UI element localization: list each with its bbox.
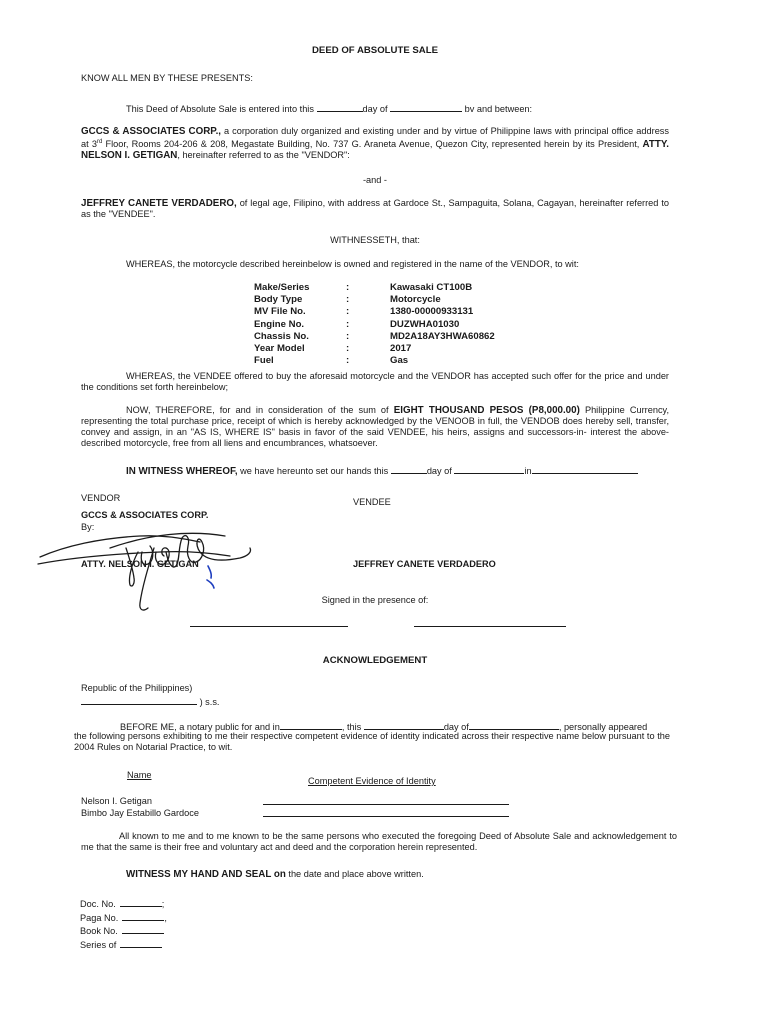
- spec-value: Motorcycle: [390, 294, 441, 306]
- spec-value: DUZWHA01030: [390, 318, 460, 330]
- vendee-label: VENDEE: [353, 497, 391, 507]
- spec-label: Chassis No.: [254, 330, 309, 342]
- spec-label: Year Model: [254, 342, 305, 354]
- witness-hand-seal: WITNESS MY HAND AND SEAL on: [126, 869, 286, 880]
- notary-month-blank: [469, 720, 559, 730]
- column-evidence-header: Competent Evidence of Identity: [308, 776, 436, 786]
- spec-colon: :: [346, 355, 350, 367]
- notary-register-punct: ;: [161, 899, 165, 909]
- spec-row: [254, 294, 510, 306]
- purchase-amount: EIGHT THOUSAND PESOS (P8,000.00): [393, 405, 580, 416]
- document-title: DEED OF ABSOLUTE SALE: [312, 45, 438, 56]
- spec-label: Engine No.: [254, 318, 305, 330]
- evidence-line-2: [263, 816, 509, 817]
- consideration-text-2: Philippine Currency, representing the total purchase price, receipt of which is hereby acknowledged by the VENOOB in full, the VENDOB does hereby sell, transfer, convey and assign, in an "AS IS, WHERE IS" basis in favor of the said VENDEE, his heirs, assigns and successors-in- interest the above-described motorcycle, free from all liens and encumbrances, whatsoever.: [81, 405, 670, 448]
- vendee-signatory: JEFFREY CANETE VERDADERO: [353, 559, 496, 569]
- ordinal-suffix: rd: [96, 139, 103, 145]
- and-separator: -and -: [362, 175, 387, 185]
- notary-register-label: Series of: [80, 939, 117, 950]
- spec-label: MV File No.: [254, 306, 306, 318]
- witness-text-2: day of: [426, 466, 452, 476]
- notary-register-row: [80, 911, 167, 925]
- witness-signature-line-1: [190, 626, 348, 627]
- witness-text-3: in: [524, 466, 532, 476]
- consideration-text-1: NOW, THEREFORE, for and in consideration of the sum of: [126, 405, 394, 415]
- republic-line: Republic of the Philippines): [81, 683, 193, 693]
- notary-register-blank: [122, 911, 164, 921]
- spec-value: Kawasaki CT100B: [390, 282, 473, 293]
- ss-text: ) s.s.: [199, 697, 220, 707]
- spec-label: Body Type: [254, 294, 303, 306]
- spec-value: Gas: [390, 355, 409, 367]
- intro-text-2: day of: [362, 104, 388, 114]
- spec-value: 1380-00000933131: [390, 306, 474, 318]
- person-name-2: Bimbo Jay Estabillo Gardoce: [81, 808, 199, 818]
- vendor-party-text-3: , hereinafter referred to as the "VENDOR":: [177, 150, 350, 161]
- notary-register-blank: [120, 897, 162, 907]
- vendor-corp-name: GCCS & ASSOCIATES CORP.: [81, 510, 209, 520]
- spec-colon: :: [346, 318, 350, 330]
- spec-row: [254, 306, 510, 318]
- spec-colon: :: [346, 306, 350, 318]
- spec-colon: :: [346, 330, 350, 342]
- notary-register-row: [80, 897, 167, 911]
- witness-place-blank: [532, 464, 638, 474]
- notary-register-row: [80, 924, 167, 938]
- notary-register-row: [80, 938, 167, 952]
- vendor-party-text-2: Floor, Rooms 204-206 & 208, Megastate Building, No. 737 G. Araneta Avenue, Quezon City, represented herein by its President,: [102, 139, 643, 150]
- acknowledgement-title: ACKNOWLEDGEMENT: [322, 655, 428, 666]
- witness-hand-seal-line: [126, 869, 424, 880]
- spec-row: [254, 331, 510, 343]
- now-therefore-paragraph: [81, 405, 669, 449]
- notary-register-blank: [120, 938, 162, 948]
- vendee-party-paragraph: [81, 198, 669, 220]
- whereas-owned: WHEREAS, the motorcycle described hereinbelow is owned and registered in the name of the VENDOR, to wit:: [126, 259, 579, 269]
- intro-text-3: bv and between:: [464, 104, 533, 114]
- witness-text-1: we have hereunto set our hands this: [237, 466, 389, 476]
- spec-row: [254, 282, 510, 294]
- witness-month-blank: [454, 464, 524, 474]
- vendor-party-paragraph: [81, 126, 669, 161]
- person-name-1: Nelson I. Getigan: [81, 796, 152, 806]
- witness-date-blank: [391, 464, 427, 474]
- all-known-paragraph: All known to me and to me known to be the same persons who executed the foregoing Deed of Absolute Sale and acknowledgement to me that the same is their free and voluntary act and deed and the corporation herein represented.: [81, 831, 677, 852]
- venue-blank: [81, 695, 197, 705]
- spec-colon: :: [346, 342, 350, 354]
- in-witness-line: [126, 464, 638, 477]
- before-text-2: , this: [341, 722, 362, 732]
- notary-register-blank: [122, 924, 164, 934]
- vendee-party-name: JEFFREY CANETE VERDADERO,: [81, 198, 237, 209]
- vendor-label: VENDOR: [81, 493, 121, 503]
- spec-colon: :: [346, 294, 350, 306]
- notary-register: [80, 897, 167, 951]
- spec-row: [254, 319, 510, 331]
- notary-place-blank: [280, 720, 342, 730]
- before-text-4: , personally appeared: [558, 722, 648, 732]
- evidence-line-1: [263, 804, 509, 805]
- motorcycle-specs-table: [254, 282, 510, 367]
- vendor-president: ATTY. NELSON I. GETIGAN: [81, 139, 669, 162]
- witnesseth-heading: WITHNESSETH, that:: [330, 235, 420, 245]
- before-text-3: day of: [443, 722, 469, 732]
- spec-row: [254, 355, 510, 367]
- notary-date-blank: [364, 720, 444, 730]
- notary-register-label: Book No.: [80, 926, 118, 936]
- ss-line: [81, 695, 219, 707]
- intro-text-1: This Deed of Absolute Sale is entered into this: [126, 104, 314, 114]
- before-text-1: BEFORE ME, a notary public for and in: [120, 722, 280, 732]
- witness-hand-seal-text: the date and place above written.: [285, 869, 424, 879]
- notary-register-punct: ,: [164, 912, 167, 923]
- notary-register-label: Doc. No.: [80, 899, 116, 909]
- spec-value: 2017: [390, 342, 412, 354]
- spec-colon: :: [346, 282, 350, 293]
- signed-presence-label: Signed in the presence of:: [321, 595, 429, 605]
- spec-value: MD2A18AY3HWA60862: [390, 330, 495, 342]
- in-witness-whereof: IN WITNESS WHEREOF,: [126, 466, 238, 477]
- before-me-continuation: the following persons exhibiting to me their respective competent evidence of identity indicated across their respective name below pursuant to the 2004 Rules on Notarial Practice, to wit.: [74, 731, 670, 752]
- notary-register-label: Paga No.: [80, 912, 119, 923]
- by-label: By:: [81, 522, 95, 532]
- vendor-party-text-1: a corporation duly organized and existing under and by virtue of Philippine laws with principal office address at 3: [81, 126, 669, 150]
- spec-label: Fuel: [254, 355, 274, 367]
- intro-line: [126, 102, 532, 114]
- witness-signature-line-2: [414, 626, 566, 627]
- whereas-offer: WHEREAS, the VENDEE offered to buy the aforesaid motorcycle and the VENDOR has accepted such offer for the price and under the conditions set forth hereinbelow;: [81, 371, 669, 392]
- vendor-party-name: GCCS & ASSOCIATES CORP.,: [81, 126, 222, 137]
- vendor-signatory: ATTY. NELSON I. GETIGAN: [81, 559, 199, 569]
- vendee-party-text: of legal age, Filipino, with address at Gardoce St., Sampaguita, Solana, Cagayan, hereinafter referred to as the "VENDEE".: [81, 198, 669, 219]
- spec-label: Make/Series: [254, 282, 310, 293]
- know-all-heading: KNOW ALL MEN BY THESE PRESENTS:: [81, 73, 253, 83]
- date-blank: [317, 102, 363, 112]
- month-blank: [390, 102, 462, 112]
- column-name-header: Name: [127, 770, 152, 780]
- spec-row: [254, 343, 510, 355]
